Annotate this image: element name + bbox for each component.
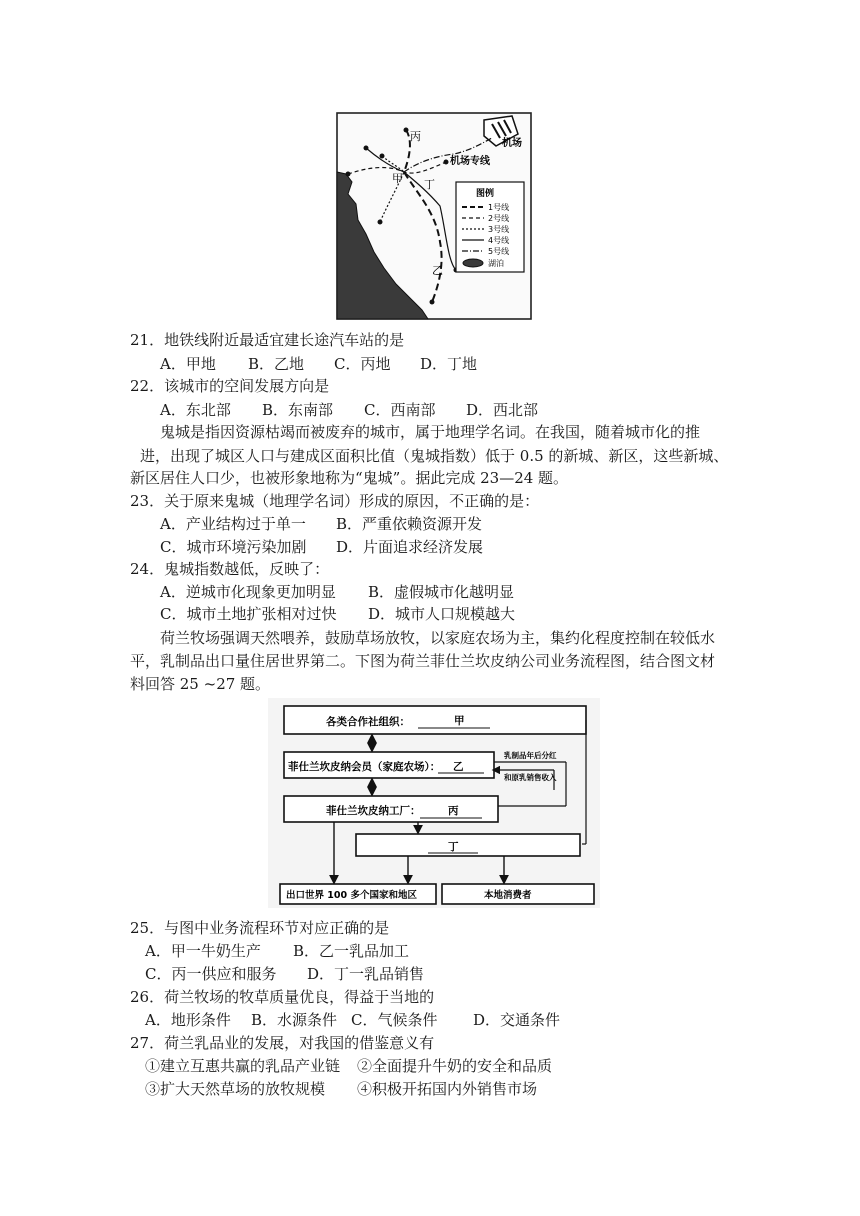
option-d[interactable]: D．城市人口规模越大 — [368, 605, 516, 623]
map-legend — [456, 182, 524, 272]
option-a[interactable]: A．地形条件 — [145, 1011, 231, 1029]
map-label-airport: 机场 — [502, 138, 522, 149]
option-a[interactable]: A．产业结构过于单一 — [160, 515, 306, 533]
question-24-options-row2 — [160, 604, 515, 624]
question-27-items-row2 — [145, 1079, 537, 1099]
option-b[interactable]: B．虚假城市化越明显 — [368, 583, 515, 601]
question-23-options-row2 — [160, 537, 483, 557]
option-b[interactable]: B．东南部 — [262, 401, 334, 419]
legend-item-lake: 湖泊 — [488, 259, 504, 268]
option-b[interactable]: B．乙地 — [248, 355, 305, 373]
flow-blank-yi: 乙 — [453, 761, 464, 773]
option-d[interactable]: D．片面追求经济发展 — [336, 538, 484, 556]
passage-1-line-2: 进，出现了城区人口与建成区面积比值（鬼城指数）低于 0.5 的新城、新区，这些新城、 — [140, 447, 729, 465]
statement-1: ①建立互惠共赢的乳品产业链 — [145, 1057, 341, 1075]
map-label-yi: 乙 — [432, 264, 443, 277]
question-25-options-row2 — [145, 964, 424, 984]
flow-box-factory-label: 菲仕兰坎皮纳工厂： — [326, 805, 421, 817]
option-c[interactable]: C．丙一供应和服务 — [145, 965, 277, 983]
flow-blank-jia: 甲 — [454, 715, 465, 727]
question-21-options — [160, 354, 477, 374]
question-25-stem: 25．与图中业务流程环节对应正确的是 — [130, 919, 390, 937]
statement-3: ③扩大天然草场的放牧规模 — [145, 1080, 326, 1098]
option-c[interactable]: C．丙地 — [334, 355, 391, 373]
option-d[interactable]: D．丁地 — [420, 355, 478, 373]
question-26-options — [145, 1010, 560, 1030]
question-22-options — [160, 400, 538, 420]
legend-title: 图例 — [476, 189, 495, 199]
option-a[interactable]: A．甲地 — [160, 355, 216, 373]
option-b[interactable]: B．严重依赖资源开发 — [336, 515, 483, 533]
legend-item-4: 4号线 — [488, 236, 510, 245]
question-24-stem: 24．鬼城指数越低，反映了： — [130, 560, 330, 578]
question-27-stem: 27．荷兰乳品业的发展，对我国的借鉴意义有 — [130, 1034, 435, 1052]
question-24-options-row1 — [160, 582, 514, 602]
question-27-items-row1 — [145, 1056, 552, 1076]
question-22-stem: 22．该城市的空间发展方向是 — [130, 377, 330, 395]
statement-4: ④积极开拓国内外销售市场 — [357, 1080, 538, 1098]
statement-2: ②全面提升牛奶的安全和品质 — [357, 1057, 553, 1075]
flow-box-export-label: 出口世界 100 多个国家和地区 — [286, 890, 417, 901]
passage-2-line-2: 平，乳制品出口量住居世界第二。下图为荷兰菲仕兰坎皮纳公司业务流程图，结合图文材 — [130, 652, 716, 670]
legend-item-1: 1号线 — [488, 203, 510, 212]
flow-box-members-label: 菲仕兰坎皮纳会员（家庭农场）： — [288, 761, 441, 773]
legend-item-2: 2号线 — [488, 214, 510, 223]
business-flowchart — [268, 698, 600, 908]
flow-note-dividend: 乳制品年后分红 — [504, 751, 557, 760]
flow-note-revenue: 和原乳销售收入 — [504, 773, 557, 782]
option-b[interactable]: B．乙一乳品加工 — [293, 942, 410, 960]
legend-item-3: 3号线 — [488, 225, 510, 234]
option-d[interactable]: D．丁一乳品销售 — [307, 965, 425, 983]
option-a[interactable]: A．甲一牛奶生产 — [145, 942, 261, 960]
question-21-stem: 21．地铁线附近最适宜建长途汽车站的是 — [130, 331, 405, 349]
flow-box-cooperatives-label: 各类合作社组织： — [326, 716, 410, 728]
map-label-airport-line: 机场专线 — [450, 156, 490, 167]
flow-box-local-label: 本地消费者 — [484, 890, 532, 901]
passage-1-line-1: 鬼城是指因资源枯竭而被废弃的城市，属于地理学名词。在我国，随着城市化的推 — [160, 423, 701, 441]
option-b[interactable]: B．水源条件 — [251, 1011, 338, 1029]
question-26-stem: 26．荷兰牧场的牧草质量优良，得益于当地的 — [130, 988, 435, 1006]
option-a[interactable]: A．东北部 — [160, 401, 231, 419]
option-d[interactable]: D．西北部 — [466, 401, 539, 419]
passage-1-line-3: 新区居住人口少，也被形象地称为“鬼城”。据此完成 23—24 题。 — [130, 469, 569, 487]
option-a[interactable]: A．逆城市化现象更加明显 — [160, 583, 336, 601]
subway-map-figure — [336, 112, 532, 320]
map-label-ding: 丁 — [424, 178, 435, 191]
flow-blank-ding: 丁 — [448, 841, 459, 853]
legend-item-5: 5号线 — [488, 247, 510, 256]
option-c[interactable]: C．西南部 — [364, 401, 436, 419]
option-c[interactable]: C．气候条件 — [351, 1011, 438, 1029]
map-label-bing: 丙 — [410, 130, 421, 143]
flow-blank-bing: 丙 — [448, 805, 459, 817]
question-23-options-row1 — [160, 514, 482, 534]
option-d[interactable]: D．交通条件 — [473, 1011, 561, 1029]
option-c[interactable]: C．城市环境污染加剧 — [160, 538, 307, 556]
map-label-jia: 甲 — [392, 172, 403, 185]
question-25-options-row1 — [145, 941, 409, 961]
passage-2-line-1: 荷兰牧场强调天然喂养，鼓励草场放牧，以家庭农场为主，集约化程度控制在较低水 — [160, 629, 716, 647]
question-23-stem: 23．关于原来鬼城（地理学名词）形成的原因，不正确的是： — [130, 492, 540, 510]
option-c[interactable]: C．城市土地扩张相对过快 — [160, 605, 337, 623]
passage-2-line-3: 料回答 25 ~27 题。 — [130, 675, 271, 693]
